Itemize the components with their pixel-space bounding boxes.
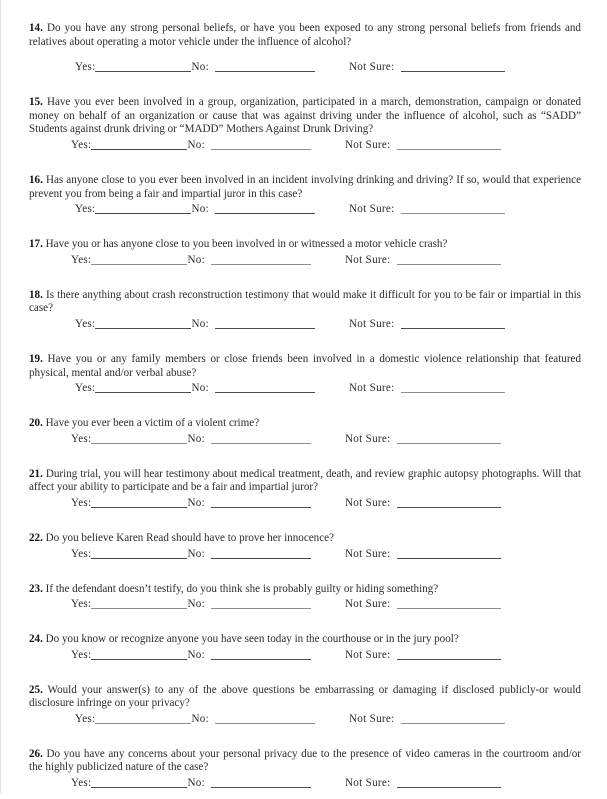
no-line-26[interactable]	[211, 778, 311, 788]
no-line-22[interactable]	[211, 549, 311, 559]
question-block-25	[29, 684, 581, 727]
question-block-16	[29, 174, 581, 217]
question-body-23: If the defendant doesn’t testify, do you think she is probably guilty or hiding something?	[45, 582, 439, 595]
answer-row-26	[29, 776, 581, 791]
no-label-15: No:	[187, 138, 205, 151]
yes-label-23: Yes:	[71, 598, 92, 611]
question-number-22: 22.	[29, 531, 43, 544]
answer-row-16	[29, 202, 581, 217]
yes-line-24[interactable]	[91, 650, 187, 660]
yes-line-22[interactable]	[91, 549, 187, 559]
not-sure-line-24[interactable]	[397, 650, 501, 660]
question-block-20	[29, 417, 581, 447]
question-block-19	[29, 353, 581, 396]
question-text-25	[29, 684, 581, 711]
answer-row-25	[29, 712, 581, 727]
no-label-22: No:	[187, 547, 205, 560]
no-label-21: No:	[187, 496, 205, 509]
yes-line-20[interactable]	[91, 434, 187, 444]
question-number-15: 15.	[29, 96, 43, 109]
no-line-24[interactable]	[211, 650, 311, 660]
yes-line-19[interactable]	[95, 383, 191, 393]
not-sure-line-19[interactable]	[401, 383, 505, 393]
question-number-16: 16.	[29, 173, 43, 186]
question-block-24	[29, 633, 581, 663]
question-number-26: 26.	[29, 747, 43, 760]
yes-line-16[interactable]	[95, 204, 191, 214]
not-sure-line-20[interactable]	[397, 434, 501, 444]
not-sure-line-22[interactable]	[397, 549, 501, 559]
question-text-22	[29, 532, 581, 546]
yes-label-14: Yes:	[75, 61, 96, 74]
question-text-26	[29, 748, 581, 775]
question-number-19: 19.	[29, 352, 43, 365]
no-label-20: No:	[187, 432, 205, 445]
question-text-24	[29, 633, 581, 647]
question-block-26	[29, 748, 581, 791]
question-text-20	[29, 417, 581, 431]
answer-row-24	[29, 648, 581, 663]
yes-line-23[interactable]	[91, 599, 187, 609]
no-label-19: No:	[191, 382, 209, 395]
yes-label-19: Yes:	[75, 382, 96, 395]
yes-label-22: Yes:	[71, 547, 92, 560]
not-sure-label-20: Not Sure:	[344, 432, 391, 445]
question-body-25: Would your answer(s) to any of the above questions be embarrassing or damaging if disclosed publicly-or would disclosure infringe on your privacy?	[29, 683, 581, 710]
question-text-15	[29, 96, 581, 137]
not-sure-line-16[interactable]	[401, 204, 505, 214]
no-line-19[interactable]	[215, 383, 315, 393]
yes-label-24: Yes:	[71, 648, 92, 661]
no-label-14: No:	[191, 61, 209, 74]
yes-line-14[interactable]	[95, 62, 191, 72]
no-line-15[interactable]	[211, 140, 311, 150]
no-line-21[interactable]	[211, 498, 311, 508]
no-label-16: No:	[191, 203, 209, 216]
question-text-19	[29, 353, 581, 380]
no-label-18: No:	[191, 317, 209, 330]
no-line-23[interactable]	[211, 599, 311, 609]
not-sure-label-22: Not Sure:	[344, 547, 391, 560]
no-line-25[interactable]	[215, 714, 315, 724]
not-sure-label-14: Not Sure:	[348, 61, 395, 74]
yes-line-21[interactable]	[91, 498, 187, 508]
not-sure-label-17: Not Sure:	[344, 253, 391, 266]
yes-line-15[interactable]	[91, 140, 187, 150]
no-label-26: No:	[187, 777, 205, 790]
not-sure-line-25[interactable]	[401, 714, 505, 724]
yes-label-21: Yes:	[71, 496, 92, 509]
question-body-15: Have you ever been involved in a group, organization, participated in a march, demonstration, campaign or donated money on behalf of an organization or cause that was against driving under the influence of alcohol, such as “SADD” Students against drunk driving or “MADD” Mothers Against Drunk Driving?	[29, 96, 581, 136]
no-line-14[interactable]	[215, 62, 315, 72]
yes-label-25: Yes:	[75, 712, 96, 725]
yes-line-17[interactable]	[91, 255, 187, 265]
not-sure-line-17[interactable]	[397, 255, 501, 265]
question-number-24: 24.	[29, 633, 43, 646]
answer-row-15	[29, 138, 581, 153]
not-sure-label-19: Not Sure:	[348, 382, 395, 395]
not-sure-label-15: Not Sure:	[344, 138, 391, 151]
question-text-18	[29, 289, 581, 316]
yes-label-16: Yes:	[75, 203, 96, 216]
question-number-20: 20.	[29, 417, 43, 430]
question-block-22	[29, 532, 581, 562]
question-text-23	[29, 583, 581, 597]
question-number-21: 21.	[29, 467, 43, 480]
questionnaire-body	[29, 22, 581, 799]
question-body-24: Do you know or recognize anyone you have seen today in the courthouse or in the jury pool?	[45, 633, 459, 646]
yes-line-18[interactable]	[95, 319, 191, 329]
question-text-14	[29, 22, 581, 49]
not-sure-label-21: Not Sure:	[344, 496, 391, 509]
answer-row-18	[29, 317, 581, 332]
no-label-17: No:	[187, 253, 205, 266]
no-label-23: No:	[187, 598, 205, 611]
question-number-17: 17.	[29, 238, 43, 251]
not-sure-line-14[interactable]	[401, 62, 505, 72]
yes-label-17: Yes:	[71, 253, 92, 266]
not-sure-label-24: Not Sure:	[344, 648, 391, 661]
answer-row-19	[29, 381, 581, 396]
question-body-16: Has anyone close to you ever been involved in an incident involving drinking and driving? If so, would that experience prevent you from being a fair and impartial juror in this case?	[29, 173, 581, 200]
question-number-14: 14.	[29, 22, 43, 34]
not-sure-label-16: Not Sure:	[348, 203, 395, 216]
question-block-14	[29, 22, 581, 75]
not-sure-line-23[interactable]	[397, 599, 501, 609]
not-sure-line-15[interactable]	[397, 140, 501, 150]
answer-row-17	[29, 253, 581, 268]
not-sure-label-18: Not Sure:	[348, 317, 395, 330]
no-label-24: No:	[187, 648, 205, 661]
not-sure-line-18[interactable]	[401, 319, 505, 329]
question-number-18: 18.	[29, 288, 43, 301]
question-block-18	[29, 289, 581, 332]
question-text-21	[29, 468, 581, 495]
no-line-20[interactable]	[211, 434, 311, 444]
answer-row-21	[29, 496, 581, 511]
no-line-18[interactable]	[215, 319, 315, 329]
answer-row-14	[29, 60, 581, 75]
question-body-17: Have you or has anyone close to you been involved in or witnessed a motor vehicle crash?	[45, 238, 448, 251]
not-sure-label-23: Not Sure:	[344, 598, 391, 611]
not-sure-label-25: Not Sure:	[348, 712, 395, 725]
question-block-17	[29, 238, 581, 268]
yes-line-26[interactable]	[91, 778, 187, 788]
question-body-19: Have you or any family members or close friends been involved in a domestic violence relationship that featured physical, mental and/or verbal abuse?	[29, 352, 581, 379]
question-number-25: 25.	[29, 683, 43, 696]
yes-label-20: Yes:	[71, 432, 92, 445]
question-body-21: During trial, you will hear testimony about medical treatment, death, and review graphic autopsy photographs. Will that affect your ability to participate and be a fair and impartial juror?	[29, 467, 581, 494]
question-block-21	[29, 468, 581, 511]
question-body-26: Do you have any concerns about your personal privacy due to the presence of video cameras in the courtroom and/or the highly publicized nature of the case?	[29, 747, 581, 774]
question-text-16	[29, 174, 581, 201]
yes-label-15: Yes:	[71, 138, 92, 151]
yes-line-25[interactable]	[95, 714, 191, 724]
no-line-17[interactable]	[211, 255, 311, 265]
not-sure-label-26: Not Sure:	[344, 777, 391, 790]
question-number-23: 23.	[29, 582, 43, 595]
question-body-14: Do you have any strong personal beliefs, or have you been exposed to any strong personal beliefs from friends and relatives about operating a motor vehicle under the influence of alcohol?	[29, 22, 581, 48]
question-text-17	[29, 238, 581, 252]
answer-row-22	[29, 547, 581, 562]
question-block-23	[29, 583, 581, 613]
no-line-16[interactable]	[215, 204, 315, 214]
answer-row-23	[29, 597, 581, 612]
not-sure-line-26[interactable]	[397, 778, 501, 788]
question-body-20: Have you ever been a victim of a violent crime?	[45, 417, 260, 430]
no-label-25: No:	[191, 712, 209, 725]
not-sure-line-21[interactable]	[397, 498, 501, 508]
question-body-18: Is there anything about crash reconstruction testimony that would make it difficult for you to be fair or impartial in this case?	[29, 288, 581, 315]
question-body-22: Do you believe Karen Read should have to prove her innocence?	[45, 531, 334, 544]
question-block-15	[29, 96, 581, 153]
answer-row-20	[29, 432, 581, 447]
yes-label-26: Yes:	[71, 777, 92, 790]
yes-label-18: Yes:	[75, 317, 96, 330]
